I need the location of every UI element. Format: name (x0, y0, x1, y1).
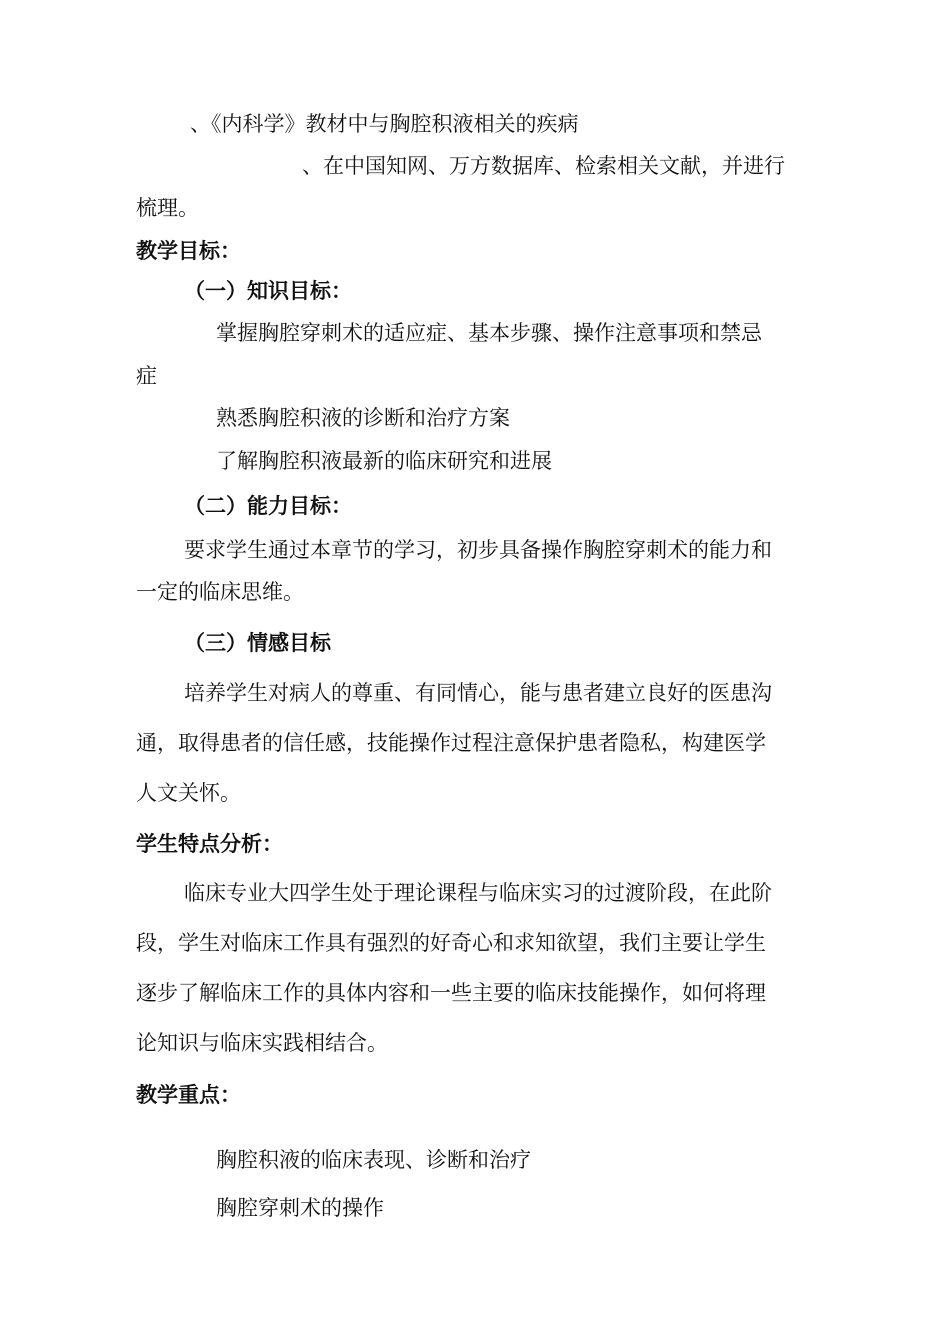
emotion-line-2: 通，取得患者的信任感，技能操作过程注意保护患者隐私，构建医学 (136, 731, 766, 755)
key-points-heading: 教学重点： (136, 1083, 241, 1107)
knowledge-item-1-line-1: 掌握胸腔穿刺术的适应症、基本步骤、操作注意事项和禁忌 (216, 321, 762, 345)
emotion-line-3: 人文关怀。 (136, 781, 241, 805)
student-analysis-heading: 学生特点分析： (136, 832, 283, 856)
ability-line-2: 一定的临床思维。 (136, 580, 304, 604)
teaching-objectives-heading: 教学目标： (136, 239, 241, 263)
prep-item-1: 、《内科学》教材中与胸腔积液相关的疾病 (190, 112, 579, 136)
student-line-1: 临床专业大四学生处于理论课程与临床实习的过渡阶段，在此阶 (184, 881, 772, 905)
student-line-2: 段，学生对临床工作具有强烈的好奇心和求知欲望，我们主要让学生 (136, 931, 766, 955)
prep-item-2-line-2: 梳理。 (136, 196, 199, 220)
key-point-item-1: 胸腔积液的临床表现、诊断和治疗 (216, 1148, 531, 1172)
knowledge-item-1-line-2: 症 (136, 364, 157, 388)
prep-item-2-line-1: 、在中国知网、万方数据库、检索相关文献，并进行 (302, 154, 785, 178)
ability-line-1: 要求学生通过本章节的学习，初步具备操作胸腔穿刺术的能力和 (184, 538, 772, 562)
knowledge-item-3: 了解胸腔积液最新的临床研究和进展 (216, 449, 552, 473)
key-point-item-2: 胸腔穿刺术的操作 (216, 1196, 384, 1220)
student-line-3: 逐步了解临床工作的具体内容和一些主要的临床技能操作，如何将理 (136, 981, 766, 1005)
emotion-line-1: 培养学生对病人的尊重、有同情心，能与患者建立良好的医患沟 (184, 681, 772, 705)
ability-objectives-heading: （二）能力目标： (184, 494, 352, 518)
knowledge-item-2: 熟悉胸腔积液的诊断和治疗方案 (216, 406, 510, 430)
emotion-objectives-heading: （三）情感目标 (184, 631, 331, 655)
student-line-4: 论知识与临床实践相结合。 (136, 1031, 388, 1055)
knowledge-objectives-heading: （一）知识目标： (184, 279, 352, 303)
